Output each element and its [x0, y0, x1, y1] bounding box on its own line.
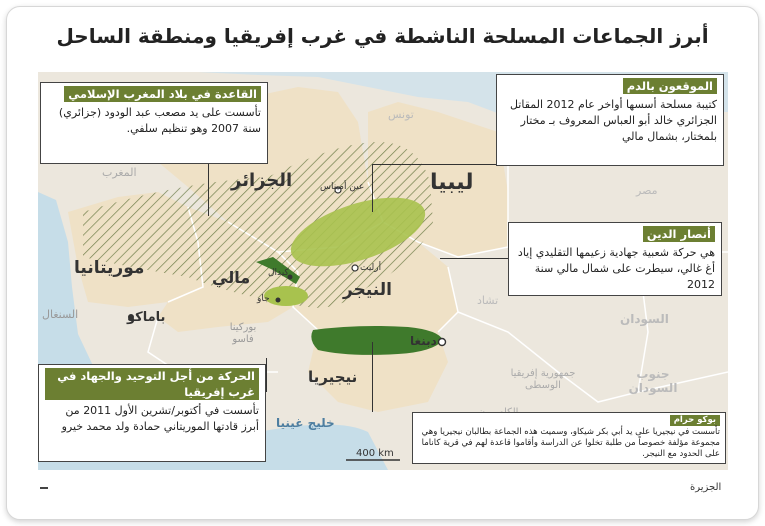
box-mujao-body: تأسست في أكتوبر/تشرين الأول 2011 من أبرز قادتها الموريتاني حمادة ولد محمد خيرو: [61, 404, 259, 433]
label-bamako: باماكو: [127, 310, 166, 325]
label-diffa: دبنغا: [410, 334, 437, 348]
label-south-sudan: جنوب السودان: [628, 367, 678, 395]
label-chad: تشاد: [477, 294, 499, 307]
pointer-ansar: [440, 258, 508, 259]
label-tunisia: تونس: [388, 108, 414, 121]
box-ansar-header: أنصار الدين: [643, 226, 715, 242]
label-kidal: كيدال: [268, 268, 289, 278]
label-nigeria: نيجيريا: [308, 368, 358, 386]
label-arlit: أرليت: [360, 263, 382, 273]
label-morocco: المغرب: [102, 166, 137, 179]
box-boko-body: تأسست في نيجيريا على يد أبي بكر شيكاو، وسميت هذه الجماعة بطالبان نيجيريا وهي مجموعة مؤلفة خصوصاً من طلبة تخلوا عن الدراسة وأقاموا قاعدة لهم في قرية كاناما على الحدود مع النيجر.: [421, 427, 720, 459]
pointer-mujao: [266, 358, 267, 392]
gao-marker: [276, 298, 281, 303]
box-aqim-header: القاعدة في بلاد المغرب الإسلامي: [64, 86, 261, 102]
box-mujao-header: الحركة من أجل التوحيد والجهاد في غرب إفريقيا: [45, 368, 259, 400]
box-mujao: [38, 364, 266, 462]
pointer-boko: [372, 342, 373, 412]
pointer-mourabitoun: [372, 164, 373, 212]
label-libya: ليبيا: [430, 170, 474, 195]
label-algeria: الجزائر: [231, 170, 293, 191]
label-mali: مالي: [212, 268, 251, 287]
footer-dash: [40, 487, 48, 489]
label-niger: النيجر: [343, 280, 392, 300]
diffa-marker: [439, 339, 446, 346]
box-mourabitoun-header: الموقعون بالدم: [623, 78, 717, 94]
label-gulf-of-guinea: خليج غينيا: [276, 416, 335, 430]
box-mourabitoun: [496, 74, 724, 166]
box-ansar: [508, 222, 722, 296]
label-sudan: السودان: [620, 312, 669, 326]
box-aqim-body: تأسست على يد مصعب عبد الودود (جزائري) سنة 2007 وهو تنظيم سلفي.: [58, 106, 261, 135]
box-aqim: [40, 82, 268, 164]
label-gao: جاو: [257, 294, 270, 304]
pointer-mourabitoun-h: [372, 164, 496, 165]
label-burkina: بوركينا فاسو: [229, 322, 257, 345]
page-title: أبرز الجماعات المسلحة الناشطة في غرب إفريقيا ومنطقة الساحل: [56, 24, 709, 48]
label-senegal: السنغال: [42, 308, 79, 321]
label-mauritania: موريتانيا: [74, 258, 145, 278]
gao-zone: [264, 286, 308, 306]
label-car: جمهورية إفريقيا الوسطى: [510, 368, 576, 391]
pointer-aqim: [208, 164, 209, 216]
arlit-marker: [352, 265, 358, 271]
label-egypt: مصر: [636, 184, 658, 197]
box-boko: [412, 412, 726, 464]
label-in-amenas: عين أميناس: [320, 182, 365, 192]
box-boko-header: بوكو حرام: [670, 415, 720, 426]
box-ansar-body: هي حركة شعبية جهادية زعيمها التقليدي إياد أغ غالي، سيطرت على شمال مالي سنة 2012: [517, 246, 715, 291]
scale-label: 400 km: [356, 448, 394, 459]
box-mourabitoun-body: كتيبة مسلحة أسسها أواخر عام 2012 المقاتل الجزائري خالد أبو العباس المعروف بـ مختار بلمختار، بشمال مالي: [509, 98, 717, 143]
credit-logo: الجزيرة: [690, 482, 722, 493]
